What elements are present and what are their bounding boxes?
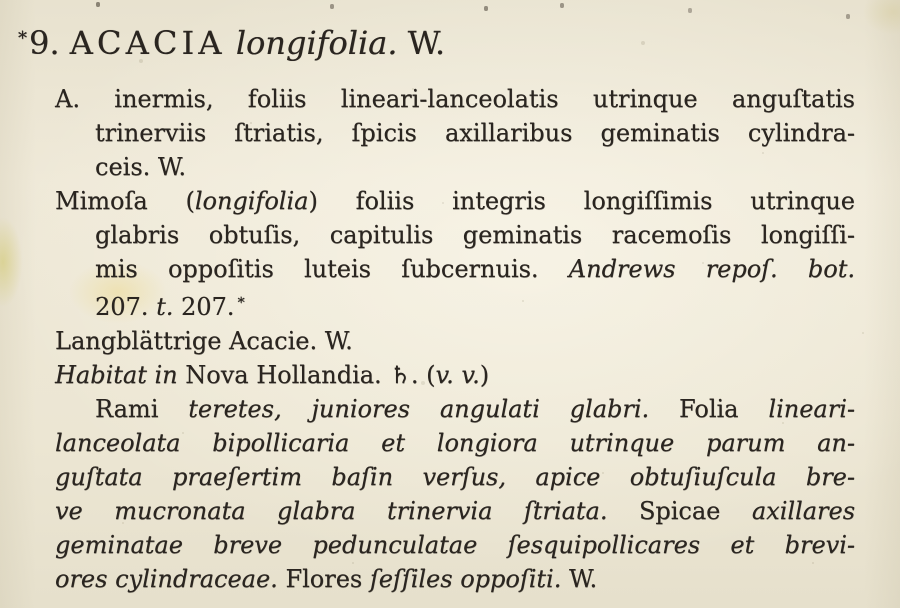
- species-epithet: longifolia.: [235, 23, 398, 62]
- text-run: geminatae breve pedunculatae ſesquipollicares et brevi-: [55, 530, 855, 559]
- text-run: lanceolata bipollicaria et longiora utrinque parum an-: [55, 428, 855, 457]
- entry-heading: [18, 16, 855, 66]
- habitat-run: Nova Hollandia. ♄. (: [177, 360, 436, 389]
- text-run: lineari-: [768, 394, 855, 423]
- text-run: 207.: [173, 292, 235, 321]
- text-line: [55, 528, 855, 562]
- authority-abbrev: W.: [568, 564, 598, 593]
- text-run: ſeſſiles oppoſiti.: [369, 564, 569, 593]
- text-line: [95, 116, 855, 150]
- text-run: mis oppoſitis luteis ſubcernuis.: [95, 254, 569, 283]
- text-run: guſtata praeſertim baſin verſus, apice obtuſiuſcula bre-: [55, 462, 855, 491]
- authority-abbrev: W.: [407, 23, 446, 62]
- text-run: ores cylindraceae.: [55, 564, 286, 593]
- text-run: Rami: [95, 394, 189, 423]
- text-run: Mimoſa (: [55, 186, 195, 215]
- text-line: [55, 562, 855, 596]
- text-line: [95, 218, 855, 252]
- text-run: A. inermis, foliis lineari-lanceolatis utrinque anguſtatis: [55, 84, 855, 113]
- text-run: 207.: [95, 292, 157, 321]
- text-line: [55, 324, 855, 358]
- text-run: Spicae: [638, 496, 752, 525]
- text-run: longifolia: [194, 186, 309, 215]
- citation-run: Andrews repoſ. bot.: [568, 254, 855, 283]
- text-line: [55, 426, 855, 460]
- text-run: ): [479, 360, 490, 389]
- text-block: [18, 0, 856, 596]
- habitat-label-run: Habitat in: [55, 360, 178, 389]
- text-run: ) foliis integris longiſſimis utrinque: [308, 186, 856, 215]
- text-run: teretes, juniores angulati glabri.: [188, 394, 650, 423]
- entry-number: 9.: [28, 23, 60, 62]
- text-line: [55, 358, 855, 392]
- text-run: trinerviis ſtriatis, ſpicis axillaribus geminatis cylindra-: [95, 118, 855, 147]
- text-line: [55, 460, 855, 494]
- text-line: [55, 494, 855, 528]
- text-run: v. v.: [435, 360, 480, 389]
- text-run: axillares: [751, 496, 856, 525]
- text-line: [95, 286, 855, 324]
- genus-name: ACACIA: [69, 23, 226, 62]
- text-line: [95, 150, 855, 184]
- footnote-asterisk: *: [237, 294, 245, 311]
- text-run: Flores: [285, 564, 370, 593]
- text-run: glabris obtuſis, capitulis geminatis racemoſis longiſſi-: [95, 220, 855, 249]
- text-run: ceis. W.: [95, 152, 186, 181]
- cropped-line-remnants: [0, 0, 4, 5]
- text-line: [55, 82, 855, 116]
- text-run: Folia: [649, 394, 769, 423]
- text-run: ve mucronata glabra trinervia ſtriata.: [55, 496, 639, 525]
- common-name-run: Langblättrige Acacie. W.: [55, 326, 353, 355]
- entry-marker-asterisk: *: [18, 28, 27, 49]
- text-line: [95, 392, 855, 426]
- text-line: [95, 252, 855, 286]
- text-line: [55, 184, 855, 218]
- text-run: t.: [156, 292, 174, 321]
